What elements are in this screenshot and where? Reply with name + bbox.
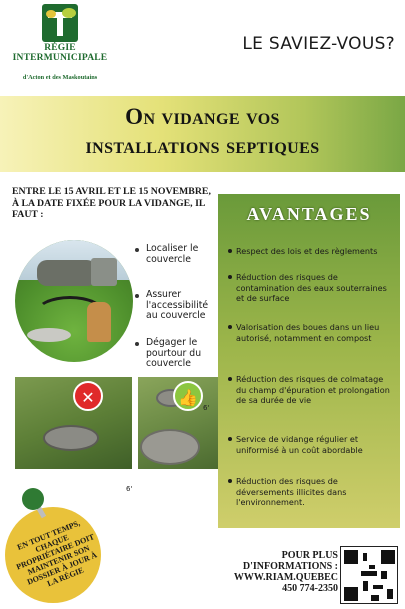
measure-label: 6' — [126, 485, 133, 493]
vacuum-truck-cab — [91, 258, 117, 286]
bullet-icon — [228, 325, 232, 329]
logo-name-line1: RÉGIE — [44, 43, 76, 53]
qr-module — [363, 553, 367, 561]
step-item — [138, 338, 218, 370]
reminder-callout — [5, 507, 101, 603]
logo-name-line2: INTERMUNICIPALE — [12, 53, 108, 63]
avantage-text: Respect des lois et des règlements — [236, 246, 378, 256]
bullet-icon — [228, 479, 232, 483]
bullet-icon — [228, 249, 232, 253]
avantage-item — [228, 374, 394, 406]
avantage-text: Service de vidange régulier et uniformisé à un coût abordable — [236, 434, 363, 455]
avantage-item — [228, 322, 394, 343]
step-item — [138, 244, 218, 265]
intro-text: ENTRE LE 15 AVRIL ET LE 15 NOVEMBRE, À LA DATE FIXÉE POUR LA VIDANGE, IL FAUT : — [12, 186, 211, 220]
cleared-lid — [140, 429, 200, 465]
title-banner — [0, 96, 405, 172]
worker — [87, 302, 111, 342]
qr-module — [381, 571, 387, 579]
truck-photo — [15, 240, 133, 362]
qr-module — [361, 571, 377, 576]
avantage-text: Réduction des risques de déversements illicites dans l'environnement. — [236, 476, 347, 508]
bullet-icon — [135, 294, 139, 298]
avantage-text: Valorisation des boues dans un lieu autorisé, notamment en compost — [236, 322, 380, 343]
qr-finder — [344, 550, 358, 564]
step-label: Localiser le couvercle — [146, 243, 199, 265]
bullet-icon — [228, 437, 232, 441]
contact-line1: POUR PLUS — [281, 550, 338, 561]
bullet-icon — [228, 377, 232, 381]
contact-line2: D'INFORMATIONS : — [242, 561, 338, 572]
avantage-text: Réduction des risques de contamination des eaux souterraines et de surface — [236, 272, 387, 304]
avantage-item — [228, 476, 394, 508]
contact-info — [228, 550, 338, 594]
logo — [12, 2, 108, 84]
logo-mark-icon — [42, 4, 78, 42]
header-tagline: LE SAVIEZ-VOUS? — [242, 34, 395, 54]
callout-text: EN TOUT TEMPS, CHAQUE PROPRIÉTAIRE DOIT MAINTENIR SON DOSSIER À JOUR À LA RÉGIE — [15, 518, 99, 589]
qr-finder — [344, 587, 358, 601]
x-icon: ✕ — [73, 381, 103, 411]
step-label: Dégager le pourtour du couvercle — [146, 337, 202, 369]
avantage-item — [228, 272, 394, 304]
avantage-item — [228, 434, 394, 455]
vacuum-truck-tank — [37, 260, 97, 286]
avantage-text: Réduction des risques de colmatage du champ d'épuration et prolongation de sa durée de vie — [236, 374, 390, 406]
avantages-title: AVANTAGES — [246, 204, 372, 224]
avantage-item — [228, 246, 394, 257]
pushpin-icon — [22, 488, 44, 510]
bullet-icon — [135, 248, 139, 252]
avantages-panel — [218, 194, 400, 528]
qr-finder — [381, 550, 395, 564]
qr-module — [371, 595, 379, 601]
banner-title — [0, 102, 405, 160]
banner-title-line1: On vidange vos — [125, 104, 280, 129]
qr-module — [363, 581, 368, 591]
septic-lid — [27, 328, 71, 342]
qr-code-icon[interactable] — [340, 546, 398, 604]
qr-module — [387, 589, 393, 599]
banner-title-line2: installations septiques — [85, 133, 320, 158]
step-item — [138, 290, 218, 322]
bullet-icon — [228, 275, 232, 279]
step-label: Assurer l'accessibilité au couvercle — [146, 289, 209, 321]
contact-website[interactable]: WWW.RIAM.QUEBEC — [233, 572, 338, 583]
bullet-icon — [135, 342, 139, 346]
logo-name — [12, 43, 108, 63]
thumbs-up-icon: 👍 — [173, 381, 203, 411]
logo-subtitle: d'Acton et des Maskoutains — [22, 74, 98, 81]
qr-module — [373, 585, 383, 589]
measure-label: 6' — [203, 404, 210, 412]
buried-lid — [43, 425, 99, 451]
qr-module — [369, 565, 375, 569]
contact-phone[interactable]: 450 774-2350 — [282, 583, 338, 594]
